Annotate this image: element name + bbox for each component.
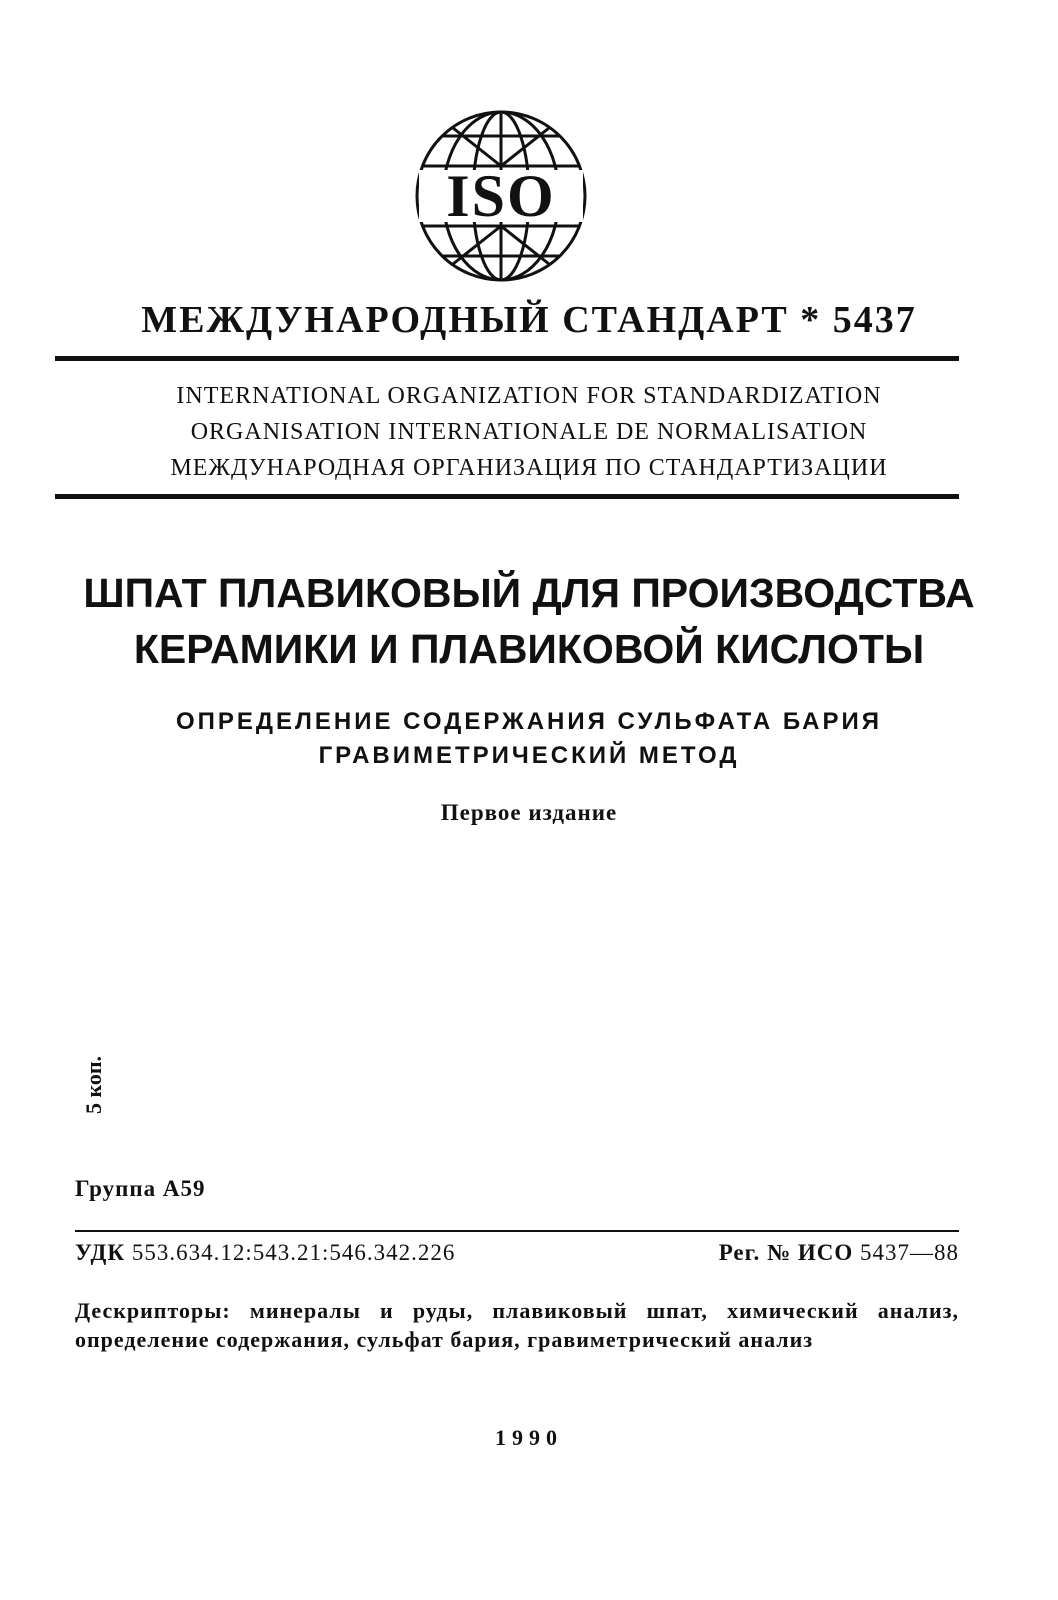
publication-year: 1990 — [495, 1425, 563, 1450]
document-subtitle — [0, 705, 1058, 773]
registration-number — [719, 1240, 959, 1266]
logo-text: ISO — [446, 163, 556, 229]
udk-label: УДК — [75, 1240, 126, 1265]
udk-value: 553.634.12:543.21:546.342.226 — [131, 1240, 456, 1265]
iso-globe-logo — [413, 108, 589, 284]
document-subtitle-line-1: ОПРЕДЕЛЕНИЕ СОДЕРЖАНИЯ СУЛЬФАТА БАРИЯ — [175, 708, 883, 735]
document-title-line-2: КЕРАМИКИ И ПЛАВИКОВОЙ КИСЛОТЫ — [133, 626, 925, 672]
registration-label: Рег. № ИСО — [718, 1240, 854, 1265]
standard-title: МЕЖДУНАРОДНЫЙ СТАНДАРТ * 5437 — [141, 299, 917, 341]
udk-code — [75, 1240, 455, 1266]
document-title — [0, 565, 1058, 677]
organization-line-fr: ORGANISATION INTERNATIONALE DE NORMALISATION — [190, 419, 868, 445]
descriptors-text: Дескрипторы: минералы и руды, плавиковый шпат, химический анализ, определение содержания, сульфат бария, гравиметрический анализ — [75, 1298, 959, 1352]
divider-top — [55, 356, 959, 361]
divider-middle — [55, 494, 959, 499]
organization-line-en: INTERNATIONAL ORGANIZATION FOR STANDARDIZATION — [176, 383, 882, 409]
divider-bottom — [75, 1230, 959, 1232]
group-label: Группа А59 — [75, 1176, 206, 1201]
price-stamp — [82, 1040, 106, 1130]
registration-value: 5437—88 — [860, 1240, 959, 1265]
document-title-line-1: ШПАТ ПЛАВИКОВЫЙ ДЛЯ ПРОИЗВОДСТВА — [83, 570, 975, 616]
document-subtitle-line-2: ГРАВИМЕТРИЧЕСКИЙ МЕТОД — [318, 742, 740, 769]
price-text: 5 коп. — [81, 1055, 106, 1115]
edition-label: Первое издание — [440, 800, 618, 825]
organization-line-ru: МЕЖДУНАРОДНАЯ ОРГАНИЗАЦИЯ ПО СТАНДАРТИЗАЦИИ — [170, 455, 888, 481]
organization-names — [0, 378, 1058, 486]
